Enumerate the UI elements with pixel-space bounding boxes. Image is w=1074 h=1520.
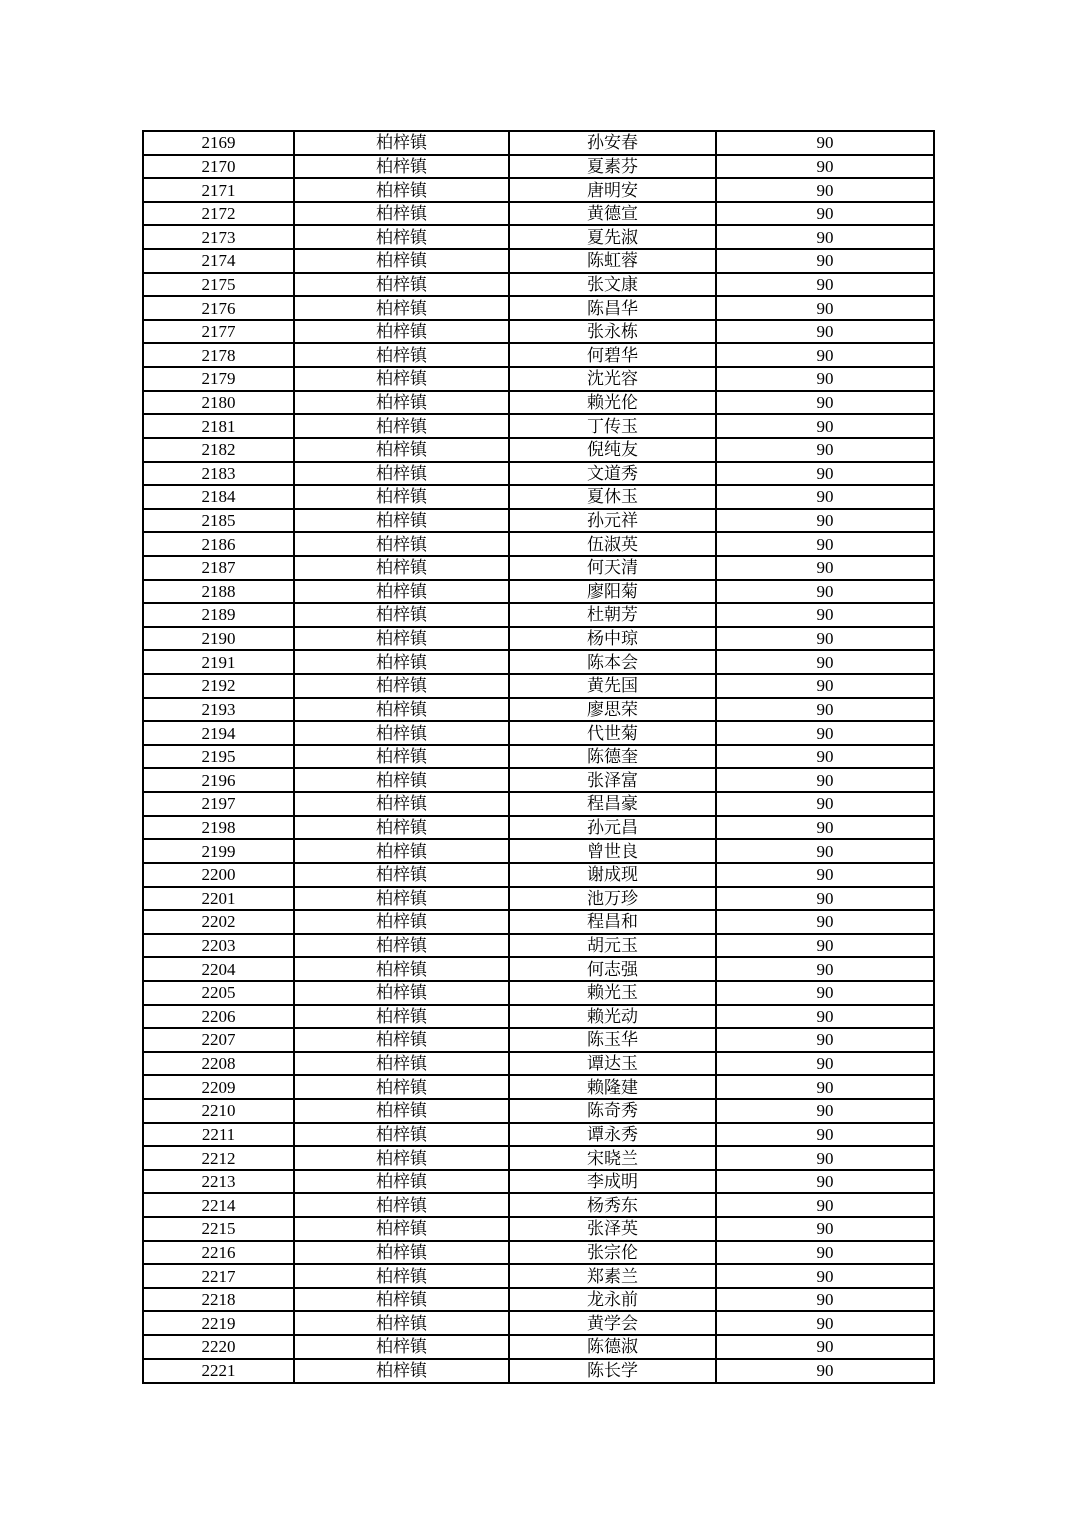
cell-name: 沈光容 [509, 367, 716, 391]
cell-town: 柏梓镇 [294, 1311, 509, 1335]
cell-name: 赖光玉 [509, 981, 716, 1005]
cell-id: 2191 [143, 650, 294, 674]
cell-town: 柏梓镇 [294, 1217, 509, 1241]
table-row [143, 934, 934, 958]
table-row [143, 485, 934, 509]
cell-name: 陈玉华 [509, 1028, 716, 1052]
cell-town: 柏梓镇 [294, 1099, 509, 1123]
cell-score: 90 [716, 131, 934, 155]
table-row [143, 249, 934, 273]
cell-town: 柏梓镇 [294, 674, 509, 698]
cell-id: 2176 [143, 296, 294, 320]
cell-town: 柏梓镇 [294, 367, 509, 391]
cell-score: 90 [716, 1028, 934, 1052]
cell-score: 90 [716, 603, 934, 627]
table-row [143, 768, 934, 792]
table-row [143, 155, 934, 179]
cell-name: 程昌豪 [509, 792, 716, 816]
cell-town: 柏梓镇 [294, 202, 509, 226]
table-row [143, 981, 934, 1005]
cell-id: 2183 [143, 462, 294, 486]
table-row [143, 1099, 934, 1123]
cell-id: 2219 [143, 1311, 294, 1335]
cell-score: 90 [716, 957, 934, 981]
cell-name: 赖隆建 [509, 1075, 716, 1099]
cell-name: 陈本会 [509, 650, 716, 674]
table-row [143, 957, 934, 981]
cell-town: 柏梓镇 [294, 698, 509, 722]
table-row [143, 131, 934, 155]
cell-town: 柏梓镇 [294, 721, 509, 745]
cell-id: 2182 [143, 438, 294, 462]
table-row [143, 414, 934, 438]
cell-town: 柏梓镇 [294, 414, 509, 438]
cell-town: 柏梓镇 [294, 863, 509, 887]
table-row [143, 863, 934, 887]
cell-score: 90 [716, 792, 934, 816]
table-row [143, 745, 934, 769]
cell-id: 2213 [143, 1170, 294, 1194]
table-row [143, 674, 934, 698]
cell-town: 柏梓镇 [294, 981, 509, 1005]
cell-score: 90 [716, 296, 934, 320]
cell-name: 夏先淑 [509, 225, 716, 249]
cell-score: 90 [716, 273, 934, 297]
cell-score: 90 [716, 863, 934, 887]
cell-score: 90 [716, 1099, 934, 1123]
cell-name: 张文康 [509, 273, 716, 297]
cell-town: 柏梓镇 [294, 249, 509, 273]
cell-id: 2181 [143, 414, 294, 438]
cell-town: 柏梓镇 [294, 178, 509, 202]
cell-town: 柏梓镇 [294, 603, 509, 627]
cell-id: 2188 [143, 580, 294, 604]
table-row [143, 698, 934, 722]
cell-town: 柏梓镇 [294, 745, 509, 769]
cell-name: 何天清 [509, 556, 716, 580]
cell-score: 90 [716, 509, 934, 533]
cell-score: 90 [716, 910, 934, 934]
table-row [143, 1288, 934, 1312]
cell-name: 张宗伦 [509, 1241, 716, 1265]
cell-name: 夏素芬 [509, 155, 716, 179]
cell-name: 黄先国 [509, 674, 716, 698]
cell-id: 2177 [143, 320, 294, 344]
cell-town: 柏梓镇 [294, 1028, 509, 1052]
cell-score: 90 [716, 1075, 934, 1099]
cell-name: 伍淑英 [509, 532, 716, 556]
cell-id: 2170 [143, 155, 294, 179]
cell-id: 2195 [143, 745, 294, 769]
cell-name: 赖光动 [509, 1005, 716, 1029]
table-row [143, 343, 934, 367]
cell-score: 90 [716, 249, 934, 273]
cell-score: 90 [716, 1288, 934, 1312]
cell-id: 2180 [143, 391, 294, 415]
cell-name: 杨秀东 [509, 1193, 716, 1217]
table-row [143, 391, 934, 415]
cell-id: 2221 [143, 1359, 294, 1383]
cell-name: 曾世良 [509, 839, 716, 863]
cell-id: 2172 [143, 202, 294, 226]
cell-id: 2196 [143, 768, 294, 792]
cell-score: 90 [716, 485, 934, 509]
table-row [143, 462, 934, 486]
cell-score: 90 [716, 580, 934, 604]
cell-score: 90 [716, 155, 934, 179]
table-row [143, 225, 934, 249]
table-row [143, 178, 934, 202]
cell-name: 谢成现 [509, 863, 716, 887]
cell-id: 2190 [143, 627, 294, 651]
cell-score: 90 [716, 745, 934, 769]
cell-name: 黄学会 [509, 1311, 716, 1335]
table-row [143, 792, 934, 816]
cell-town: 柏梓镇 [294, 1241, 509, 1265]
cell-name: 陈长学 [509, 1359, 716, 1383]
cell-name: 龙永前 [509, 1288, 716, 1312]
cell-score: 90 [716, 1052, 934, 1076]
cell-name: 廖思荣 [509, 698, 716, 722]
cell-town: 柏梓镇 [294, 225, 509, 249]
table-row [143, 1241, 934, 1265]
cell-town: 柏梓镇 [294, 792, 509, 816]
cell-town: 柏梓镇 [294, 934, 509, 958]
cell-name: 杨中琼 [509, 627, 716, 651]
cell-id: 2205 [143, 981, 294, 1005]
table-row [143, 273, 934, 297]
cell-name: 张泽英 [509, 1217, 716, 1241]
table-row [143, 1028, 934, 1052]
table-row [143, 556, 934, 580]
cell-id: 2192 [143, 674, 294, 698]
table-row [143, 509, 934, 533]
cell-name: 倪纯友 [509, 438, 716, 462]
table-row [143, 532, 934, 556]
cell-town: 柏梓镇 [294, 1005, 509, 1029]
cell-town: 柏梓镇 [294, 1359, 509, 1383]
cell-id: 2206 [143, 1005, 294, 1029]
cell-town: 柏梓镇 [294, 1146, 509, 1170]
table-row [143, 1217, 934, 1241]
table-row [143, 910, 934, 934]
cell-name: 何志强 [509, 957, 716, 981]
cell-id: 2189 [143, 603, 294, 627]
cell-town: 柏梓镇 [294, 1335, 509, 1359]
cell-town: 柏梓镇 [294, 485, 509, 509]
cell-name: 廖阳菊 [509, 580, 716, 604]
cell-id: 2179 [143, 367, 294, 391]
cell-id: 2187 [143, 556, 294, 580]
cell-score: 90 [716, 1335, 934, 1359]
table-row [143, 1075, 934, 1099]
cell-town: 柏梓镇 [294, 155, 509, 179]
cell-id: 2184 [143, 485, 294, 509]
cell-score: 90 [716, 721, 934, 745]
table-row [143, 839, 934, 863]
cell-name: 郑素兰 [509, 1264, 716, 1288]
cell-town: 柏梓镇 [294, 816, 509, 840]
cell-score: 90 [716, 556, 934, 580]
cell-town: 柏梓镇 [294, 580, 509, 604]
cell-name: 李成明 [509, 1170, 716, 1194]
cell-score: 90 [716, 1005, 934, 1029]
table-row [143, 1193, 934, 1217]
cell-id: 2214 [143, 1193, 294, 1217]
cell-town: 柏梓镇 [294, 957, 509, 981]
cell-id: 2194 [143, 721, 294, 745]
cell-score: 90 [716, 839, 934, 863]
table-row [143, 1170, 934, 1194]
cell-name: 赖光伦 [509, 391, 716, 415]
cell-score: 90 [716, 1146, 934, 1170]
cell-score: 90 [716, 438, 934, 462]
table-row [143, 296, 934, 320]
cell-score: 90 [716, 1264, 934, 1288]
cell-town: 柏梓镇 [294, 1075, 509, 1099]
cell-score: 90 [716, 650, 934, 674]
cell-town: 柏梓镇 [294, 839, 509, 863]
cell-town: 柏梓镇 [294, 509, 509, 533]
cell-id: 2211 [143, 1123, 294, 1147]
cell-name: 谭永秀 [509, 1123, 716, 1147]
cell-id: 2186 [143, 532, 294, 556]
cell-id: 2198 [143, 816, 294, 840]
table-row [143, 816, 934, 840]
cell-name: 夏休玉 [509, 485, 716, 509]
cell-score: 90 [716, 698, 934, 722]
cell-id: 2175 [143, 273, 294, 297]
cell-score: 90 [716, 674, 934, 698]
cell-score: 90 [716, 343, 934, 367]
cell-score: 90 [716, 1123, 934, 1147]
cell-score: 90 [716, 1311, 934, 1335]
cell-name: 黄德宣 [509, 202, 716, 226]
score-table-body [143, 131, 934, 1383]
cell-town: 柏梓镇 [294, 296, 509, 320]
cell-name: 文道秀 [509, 462, 716, 486]
cell-score: 90 [716, 367, 934, 391]
cell-id: 2201 [143, 887, 294, 911]
cell-score: 90 [716, 1193, 934, 1217]
cell-town: 柏梓镇 [294, 462, 509, 486]
cell-score: 90 [716, 225, 934, 249]
cell-id: 2207 [143, 1028, 294, 1052]
table-row [143, 1123, 934, 1147]
cell-score: 90 [716, 887, 934, 911]
cell-town: 柏梓镇 [294, 1193, 509, 1217]
cell-name: 杜朝芳 [509, 603, 716, 627]
cell-id: 2215 [143, 1217, 294, 1241]
cell-town: 柏梓镇 [294, 273, 509, 297]
cell-id: 2210 [143, 1099, 294, 1123]
cell-id: 2197 [143, 792, 294, 816]
cell-id: 2220 [143, 1335, 294, 1359]
cell-score: 90 [716, 532, 934, 556]
cell-town: 柏梓镇 [294, 343, 509, 367]
cell-id: 2169 [143, 131, 294, 155]
table-row [143, 1359, 934, 1383]
cell-id: 2216 [143, 1241, 294, 1265]
cell-score: 90 [716, 934, 934, 958]
cell-name: 孙元昌 [509, 816, 716, 840]
table-row [143, 367, 934, 391]
cell-score: 90 [716, 768, 934, 792]
cell-score: 90 [716, 1241, 934, 1265]
cell-town: 柏梓镇 [294, 887, 509, 911]
cell-score: 90 [716, 178, 934, 202]
cell-score: 90 [716, 320, 934, 344]
cell-score: 90 [716, 981, 934, 1005]
cell-name: 谭达玉 [509, 1052, 716, 1076]
cell-name: 宋晓兰 [509, 1146, 716, 1170]
cell-id: 2204 [143, 957, 294, 981]
cell-town: 柏梓镇 [294, 556, 509, 580]
cell-score: 90 [716, 462, 934, 486]
table-row [143, 650, 934, 674]
cell-id: 2218 [143, 1288, 294, 1312]
cell-name: 陈奇秀 [509, 1099, 716, 1123]
cell-town: 柏梓镇 [294, 910, 509, 934]
table-row [143, 721, 934, 745]
cell-name: 代世菊 [509, 721, 716, 745]
cell-id: 2212 [143, 1146, 294, 1170]
cell-town: 柏梓镇 [294, 532, 509, 556]
table-row [143, 1311, 934, 1335]
cell-name: 池万珍 [509, 887, 716, 911]
score-table [142, 130, 935, 1384]
cell-id: 2173 [143, 225, 294, 249]
cell-town: 柏梓镇 [294, 131, 509, 155]
cell-name: 张永栋 [509, 320, 716, 344]
cell-town: 柏梓镇 [294, 1052, 509, 1076]
cell-id: 2185 [143, 509, 294, 533]
cell-town: 柏梓镇 [294, 1123, 509, 1147]
cell-name: 陈虹蓉 [509, 249, 716, 273]
cell-name: 何碧华 [509, 343, 716, 367]
cell-name: 陈德淑 [509, 1335, 716, 1359]
cell-id: 2171 [143, 178, 294, 202]
cell-score: 90 [716, 1359, 934, 1383]
table-row [143, 1264, 934, 1288]
table-row [143, 1335, 934, 1359]
cell-id: 2200 [143, 863, 294, 887]
cell-town: 柏梓镇 [294, 1170, 509, 1194]
cell-score: 90 [716, 1217, 934, 1241]
cell-name: 胡元玉 [509, 934, 716, 958]
cell-id: 2178 [143, 343, 294, 367]
cell-town: 柏梓镇 [294, 650, 509, 674]
cell-name: 孙安春 [509, 131, 716, 155]
cell-name: 陈昌华 [509, 296, 716, 320]
cell-name: 孙元祥 [509, 509, 716, 533]
table-row [143, 202, 934, 226]
cell-town: 柏梓镇 [294, 438, 509, 462]
table-row [143, 627, 934, 651]
cell-town: 柏梓镇 [294, 320, 509, 344]
cell-id: 2193 [143, 698, 294, 722]
table-row [143, 1146, 934, 1170]
cell-id: 2202 [143, 910, 294, 934]
cell-score: 90 [716, 202, 934, 226]
cell-name: 唐明安 [509, 178, 716, 202]
cell-id: 2209 [143, 1075, 294, 1099]
cell-name: 丁传玉 [509, 414, 716, 438]
cell-id: 2203 [143, 934, 294, 958]
cell-town: 柏梓镇 [294, 391, 509, 415]
cell-name: 陈德奎 [509, 745, 716, 769]
table-row [143, 1005, 934, 1029]
cell-id: 2199 [143, 839, 294, 863]
cell-id: 2208 [143, 1052, 294, 1076]
cell-score: 90 [716, 414, 934, 438]
cell-id: 2174 [143, 249, 294, 273]
cell-score: 90 [716, 816, 934, 840]
cell-town: 柏梓镇 [294, 627, 509, 651]
cell-town: 柏梓镇 [294, 1288, 509, 1312]
cell-score: 90 [716, 627, 934, 651]
table-row [143, 438, 934, 462]
cell-town: 柏梓镇 [294, 1264, 509, 1288]
table-row [143, 603, 934, 627]
cell-score: 90 [716, 1170, 934, 1194]
cell-name: 程昌和 [509, 910, 716, 934]
table-row [143, 580, 934, 604]
cell-name: 张泽富 [509, 768, 716, 792]
cell-score: 90 [716, 391, 934, 415]
cell-town: 柏梓镇 [294, 768, 509, 792]
table-row [143, 320, 934, 344]
cell-id: 2217 [143, 1264, 294, 1288]
table-row [143, 887, 934, 911]
table-row [143, 1052, 934, 1076]
